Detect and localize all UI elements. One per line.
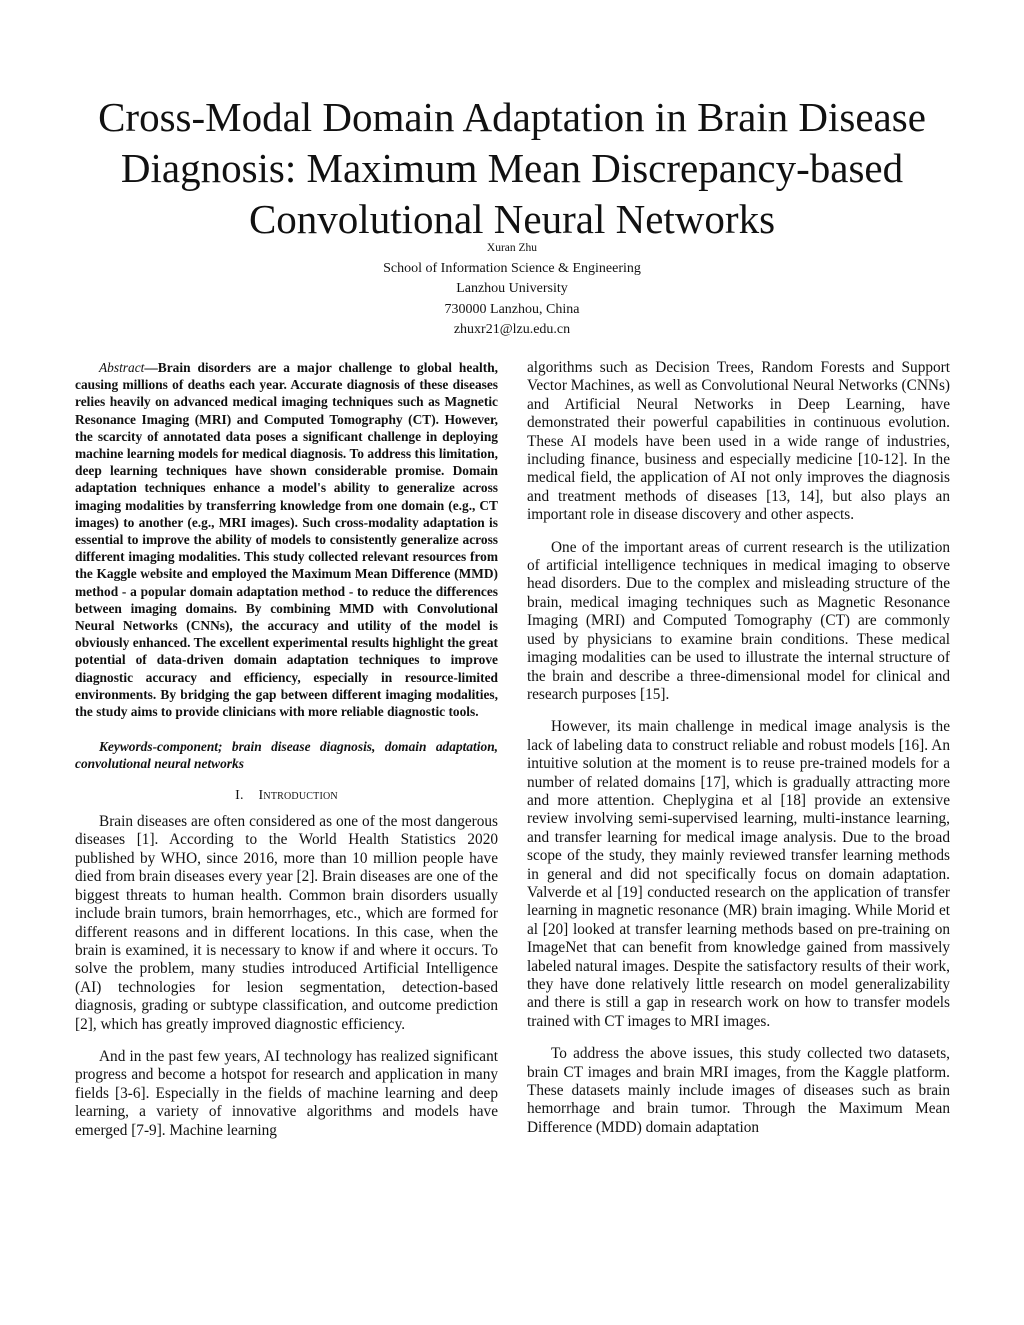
paper-title: Cross-Modal Domain Adaptation in Brain Disease Diagnosis: Maximum Mean Discrepancy-based Convolutional Neural Networks <box>98 94 926 242</box>
body-paragraph: Brain diseases are often considered as one of the most dangerous diseases [1]. According to the World Health Statistics 2020 published by WHO, since 2016, more than 10 million people have died from brain diseases every year [2]. Brain diseases are one of the biggest threats to human health. Common brain disorders usually include brain tumors, brain hemorrhages, etc., which are formed for different reasons and in different locations. In this case, when the brain is examined, it is necessary to know if and where it occurs. To solve the problem, many studies introduced Artificial Intelligence (AI) technologies for lesion segmentation, detection-based diagnosis, grading or subtype classification, and outcome prediction [2], which has greatly improved diagnostic efficiency. <box>75 813 498 1033</box>
abstract <box>75 359 498 720</box>
body-paragraph: One of the important areas of current research is the utilization of artificial intelligence techniques in medical imaging to observe head disorders. Due to the complex and misleading structure of the brain, medical imaging techniques such as Magnetic Resonance Imaging (MRI) and Computed Tomography (CT) are commonly used by physicians to examine brain conditions. These medical imaging modalities can be used to illustrate the internal structure of the brain and describe a three-dimensional model for clinical and research purposes [15]. <box>527 538 950 703</box>
abstract-label: Abstract <box>99 360 145 375</box>
affiliation-university: Lanzhou University <box>456 281 568 296</box>
abstract-text: —Brain disorders are a major challenge to global health, causing millions of deaths each year. Accurate diagnosis of these diseases relies heavily on advanced medical imaging techniques such as Magnetic Resonance Imaging (MRI) and Computed Tomography (CT). However, the scarcity of annotated data poses a significant challenge in deploying machine learning models for medical diagnosis. To address this limitation, deep learning techniques have shown considerable promise. Domain adaptation techniques enhance a model's ability to generalize across imaging modalities by transferring knowledge from one domain (e.g., CT images) to another (e.g., MRI images). Such cross-modality adaptation is essential to improve the ability of models to consistently generalize across different imaging modalities. This study collected relevant resources from the Kaggle website and employed the Maximum Mean Difference (MMD) method - a popular domain adaptation method - to reduce the differences between imaging domains. By combining MMD with Convolutional Neural Networks (CNNs), the accuracy and utility of the model is obviously enhanced. The excellent experimental results highlight the great potential of data-driven domain adaptation techniques to improve diagnostic accuracy and efficiency, especially in resource-limited environments. By bridging the gap between different imaging modalities, the study aims to provide clinicians with more reliable diagnostic tools. <box>75 360 498 720</box>
body-paragraph: However, its main challenge in medical image analysis is the lack of labeling data to construct reliable and robust models [16]. An intuitive solution at the moment is to reuse pre-trained models for a number of related domains [17], which is gradually attracting more and more attention. Cheplygina et al [18] provide an extensive review involving semi-supervised learning, multi-instance learning, and transfer learning for medical image analysis. Due to the broad scope of the study, they mainly reviewed transfer learning methods in general and did not specifically focus on domain adaptation. Valverde et al [19] conducted research on the application of transfer learning in magnetic resonance (MR) brain imaging. While Morid et al [20] looked at transfer learning methods based on pre-training on ImageNet that can benefit from knowledge gained from massively labeled natural images. Despite the satisfactory results of their work, they have done relatively little research on model generalizability and there is still a gap in research work on how to transfer models trained with CT images to MRI images. <box>527 718 950 1030</box>
body-paragraph: And in the past few years, AI technology has realized significant progress and become a hotspot for research and application in many fields [3-6]. Especially in the fields of machine learning and deep learning, a variety of innovative algorithms and models have emerged [7-9]. Machine learning <box>75 1047 498 1139</box>
author-email: zhuxr21@lzu.edu.cn <box>453 322 571 337</box>
author-name: Xuran Zhu <box>486 242 538 254</box>
affiliation-address: 730000 Lanzhou, China <box>444 301 580 317</box>
keywords: Keywords-component; brain disease diagnosis, domain adaptation, convolutional neural networks <box>75 739 498 772</box>
right-column <box>527 359 950 1137</box>
section-number: I. <box>235 787 244 803</box>
affiliation-school: School of Information Science & Engineering <box>383 260 641 276</box>
body-paragraph: To address the above issues, this study collected two datasets, brain CT images and brain MRI images, from the Kaggle platform. These datasets mainly include images of diseases such as brain hemorrhage and brain tumor. Through the Maximum Mean Difference (MDD) domain adaptation <box>527 1045 950 1136</box>
section-heading-introduction <box>75 787 498 805</box>
section-title: Introduction <box>258 787 338 803</box>
body-paragraph: algorithms such as Decision Trees, Random Forests and Support Vector Machines, as well as Convolutional Neural Networks (CNNs) and Artificial Neural Networks in Deep Learning, have demonstrated their powerful capabilities in continuous evolution. These AI models have been used in a wide range of industries, including finance, business and especially medicine [10-12]. In the medical field, the application of AI not only improves the diagnosis and treatment methods of diseases [13, 14], but also plays an important role in disease discovery and other aspects. <box>527 359 950 524</box>
left-column <box>75 359 498 1140</box>
author-block <box>200 238 824 341</box>
